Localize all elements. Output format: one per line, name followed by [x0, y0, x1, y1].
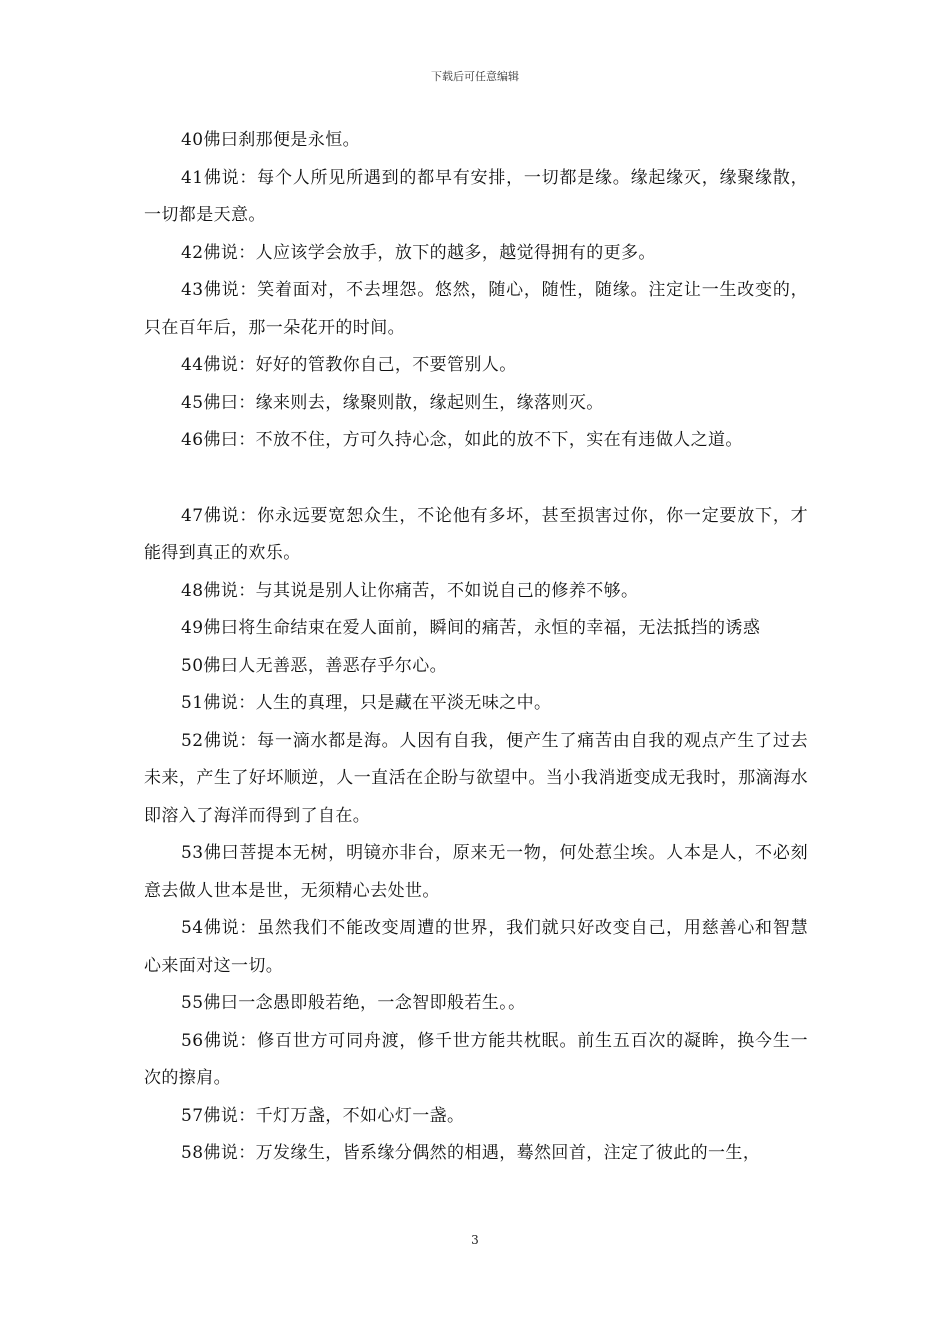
- paragraph-58: 58佛说：万发缘生，皆系缘分偶然的相遇，蓦然回首，注定了彼此的一生，: [181, 1143, 761, 1163]
- paragraph-56: 56佛说：修百世方可同舟渡，修千世方能共枕眠。前生五百次的凝眸，换今生一次的擦肩。: [144, 1030, 808, 1088]
- paragraph-46: 46佛曰：不放不住，方可久持心念，如此的放不下，实在有违做人之道。: [181, 430, 743, 450]
- paragraph-44: 44佛说：好好的管教你自己，不要管别人。: [181, 355, 517, 375]
- paragraph-52: 52佛说：每一滴水都是海。人因有自我，便产生了痛苦由自我的观点产生了过去未来，产生了好坏顺逆，人一直活在企盼与欲望中。当小我消逝变成无我时，那滴海水即溶入了海洋而得到了自在。: [144, 730, 808, 826]
- paragraph-45: 45佛曰：缘来则去，缘聚则散，缘起则生，缘落则灭。: [181, 392, 604, 413]
- paragraph-50: 50佛曰人无善恶，善恶存乎尔心。: [181, 655, 448, 676]
- paragraph-54: 54佛说：虽然我们不能改变周遭的世界，我们就只好改变自己，用慈善心和智慧心来面对这一切。: [144, 918, 808, 976]
- document-body: [144, 122, 808, 1173]
- paragraph-49: 49佛曰将生命结束在爱人面前，瞬间的痛苦，永恒的幸福，无法抵挡的诱惑: [181, 618, 761, 638]
- page-header-note: 下载后可任意编辑: [431, 70, 519, 83]
- paragraph-42: 42佛说：人应该学会放手，放下的越多，越觉得拥有的更多。: [181, 242, 656, 263]
- paragraph-53: 53佛曰菩提本无树，明镜亦非台，原来无一物，何处惹尘埃。人本是人，不必刻意去做人世本是世，无须精心去处世。: [144, 843, 808, 901]
- paragraph-55: 55佛曰一念愚即般若绝，一念智即般若生。。: [181, 993, 526, 1013]
- paragraph-57: 57佛说：千灯万盏，不如心灯一盏。: [181, 1105, 465, 1126]
- paragraph-51: 51佛说：人生的真理，只是藏在平淡无味之中。: [181, 693, 552, 713]
- paragraph-47: 47佛说：你永远要宽恕众生，不论他有多坏，甚至损害过你，你一定要放下，才能得到真正的欢乐。: [144, 505, 808, 563]
- paragraph-41: 41佛说：每个人所见所遇到的都早有安排，一切都是缘。缘起缘灭，缘聚缘散，一切都是天意。: [144, 167, 808, 225]
- paragraph-48: 48佛说：与其说是别人让你痛苦，不如说自己的修养不够。: [181, 580, 639, 601]
- page-number: 3: [471, 1233, 479, 1247]
- paragraph-43: 43佛说：笑着面对，不去埋怨。悠然，随心，随性，随缘。注定让一生改变的，只在百年后，那一朵花开的时间。: [144, 280, 808, 338]
- paragraph-40: 40佛曰刹那便是永恒。: [181, 130, 361, 150]
